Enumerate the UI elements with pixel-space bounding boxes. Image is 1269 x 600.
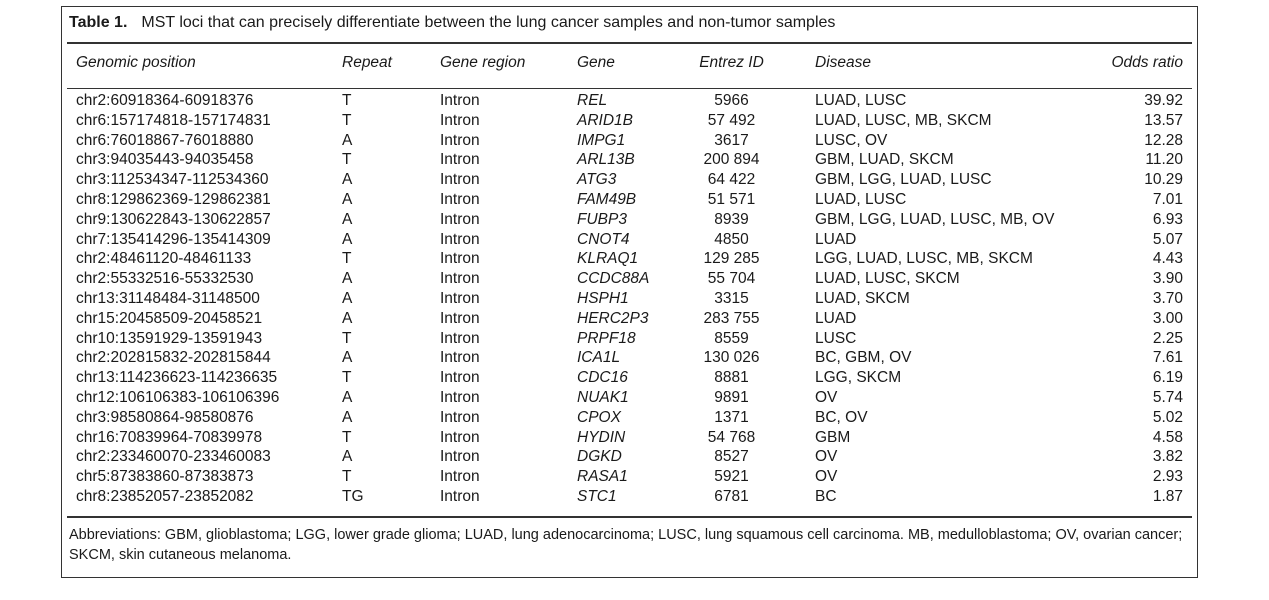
cell-gene-region: Intron [440,487,480,505]
table-row [62,368,1197,388]
cell-repeat: T [342,369,352,387]
table-row [62,230,1197,250]
cell-genomic-position: chr2:55332516-55332530 [76,270,254,288]
abbreviations-footnote: Abbreviations: GBM, glioblastoma; LGG, lower grade glioma; LUAD, lung adenocarcinoma; LUSC, lung squamous cell carcinoma. MB, medulloblastoma; OV, ovarian cancer; SKCM, skin cutaneous melanoma. [69,527,1183,563]
table-caption [69,14,835,32]
cell-entrez-id: 8939 [714,210,749,228]
cell-gene: ATG3 [577,171,617,189]
cell-entrez-id: 1371 [714,408,749,426]
cell-odds-ratio: 5.74 [1152,388,1183,406]
cell-entrez-id: 8881 [714,369,749,387]
header-odds-ratio: Odds ratio [1111,54,1183,71]
table-title: MST loci that can precisely differentiate between the lung cancer samples and non-tumor samples [141,14,836,31]
cell-repeat: A [342,289,353,307]
top-rule [67,42,1192,44]
cell-entrez-id: 200 894 [703,151,760,169]
cell-genomic-position: chr16:70839964-70839978 [76,428,263,446]
cell-odds-ratio: 1.87 [1152,487,1183,505]
cell-disease: BC, OV [815,408,868,426]
table-body [62,91,1197,507]
table-row [62,309,1197,329]
cell-gene: ARID1B [577,111,633,129]
table-row [62,487,1197,507]
table-frame [61,6,1198,578]
cell-disease: LUAD, LUSC [815,190,907,208]
cell-entrez-id: 3617 [714,131,749,149]
cell-gene-region: Intron [440,92,480,109]
cell-odds-ratio: 2.25 [1152,329,1183,347]
cell-gene: DGKD [577,448,622,466]
cell-gene: NUAK1 [577,388,629,406]
table-row [62,408,1197,428]
cell-repeat: A [342,270,353,288]
cell-genomic-position: chr2:202815832-202815844 [76,349,271,367]
cell-gene: KLRAQ1 [577,250,639,268]
cell-disease: OV [815,448,838,466]
cell-gene: STC1 [577,487,617,505]
cell-gene-region: Intron [440,151,480,169]
cell-entrez-id: 129 285 [703,250,760,268]
cell-entrez-id: 51 571 [707,190,756,208]
table-row [62,348,1197,368]
cell-genomic-position: chr13:114236623-114236635 [76,369,278,387]
bottom-rule [67,516,1192,518]
cell-entrez-id: 9891 [714,388,749,406]
cell-gene-region: Intron [440,171,480,189]
cell-repeat: T [342,250,352,268]
cell-repeat: T [342,428,352,446]
header-rule [67,88,1192,89]
header-gene-region: Gene region [440,54,526,71]
cell-disease: GBM [815,428,851,446]
table-row [62,388,1197,408]
table-row [62,428,1197,448]
cell-disease: OV [815,388,838,406]
cell-repeat: T [342,329,352,347]
table-header [62,54,1197,76]
cell-repeat: A [342,230,353,248]
header-repeat: Repeat [342,54,392,71]
cell-gene-region: Intron [440,369,480,387]
table-row [62,190,1197,210]
cell-disease: LUAD [815,309,857,327]
cell-odds-ratio: 7.01 [1152,190,1183,208]
table-row [62,111,1197,131]
cell-gene: ARL13B [577,151,635,169]
cell-gene: CPOX [577,408,621,426]
cell-disease: GBM, LGG, LUAD, LUSC [815,171,992,189]
cell-genomic-position: chr6:76018867-76018880 [76,131,254,149]
cell-gene: CNOT4 [577,230,630,248]
cell-genomic-position: chr5:87383860-87383873 [76,468,254,486]
cell-entrez-id: 54 768 [707,428,756,446]
table-row [62,210,1197,230]
cell-genomic-position: chr9:130622843-130622857 [76,210,271,228]
cell-gene-region: Intron [440,111,480,129]
cell-gene: REL [577,92,608,109]
cell-disease: LUAD, LUSC [815,92,907,109]
cell-odds-ratio: 39.92 [1144,92,1183,109]
cell-entrez-id: 8527 [714,448,749,466]
table-row [62,269,1197,289]
cell-disease: GBM, LGG, LUAD, LUSC, MB, OV [815,210,1055,228]
cell-entrez-id: 6781 [714,487,749,505]
cell-entrez-id: 55 704 [707,270,756,288]
cell-disease: LGG, SKCM [815,369,902,387]
cell-gene-region: Intron [440,131,480,149]
cell-disease: GBM, LUAD, SKCM [815,151,954,169]
cell-repeat: A [342,171,353,189]
cell-odds-ratio: 4.43 [1152,250,1183,268]
cell-gene: ICA1L [577,349,621,367]
cell-gene: PRPF18 [577,329,636,347]
table-row [62,447,1197,467]
cell-entrez-id: 4850 [714,230,749,248]
table-label: Table 1. [69,14,128,31]
cell-odds-ratio: 13.57 [1144,111,1183,129]
cell-gene-region: Intron [440,448,480,466]
cell-repeat: TG [342,487,364,505]
cell-genomic-position: chr2:48461120-48461133 [76,250,252,268]
header-gene: Gene [577,54,615,71]
cell-odds-ratio: 12.28 [1144,131,1183,149]
cell-gene: CCDC88A [577,270,650,288]
table-row [62,91,1197,111]
cell-gene-region: Intron [440,289,480,307]
cell-odds-ratio: 3.82 [1152,448,1183,466]
cell-repeat: A [342,309,353,327]
cell-gene: CDC16 [577,369,628,387]
cell-genomic-position: chr13:31148484-31148500 [76,289,260,307]
cell-genomic-position: chr10:13591929-13591943 [76,329,263,347]
cell-repeat: A [342,190,353,208]
cell-entrez-id: 283 755 [703,309,760,327]
cell-gene-region: Intron [440,428,480,446]
cell-gene-region: Intron [440,388,480,406]
cell-repeat: T [342,151,352,169]
cell-gene-region: Intron [440,468,480,486]
cell-genomic-position: chr3:94035443-94035458 [76,151,254,169]
table-row [62,467,1197,487]
header-genomic-position: Genomic position [76,54,196,71]
cell-entrez-id: 5966 [714,92,749,109]
cell-odds-ratio: 4.58 [1152,428,1183,446]
cell-repeat: A [342,388,353,406]
table-row [62,131,1197,151]
cell-disease: OV [815,468,838,486]
cell-gene-region: Intron [440,230,480,248]
cell-gene-region: Intron [440,329,480,347]
cell-odds-ratio: 7.61 [1152,349,1183,367]
cell-repeat: A [342,349,353,367]
cell-entrez-id: 64 422 [707,171,756,189]
table-row [62,170,1197,190]
cell-genomic-position: chr2:233460070-233460083 [76,448,271,466]
table-row [62,289,1197,309]
cell-genomic-position: chr8:129862369-129862381 [76,190,271,208]
cell-odds-ratio: 5.02 [1152,408,1183,426]
cell-odds-ratio: 10.29 [1144,171,1183,189]
cell-gene: FUBP3 [577,210,627,228]
cell-repeat: T [342,468,352,486]
cell-gene: RASA1 [577,468,628,486]
cell-gene-region: Intron [440,309,480,327]
cell-genomic-position: chr8:23852057-23852082 [76,487,254,505]
cell-genomic-position: chr6:157174818-157174831 [76,111,271,129]
cell-repeat: A [342,131,353,149]
cell-entrez-id: 130 026 [703,349,760,367]
cell-gene-region: Intron [440,270,480,288]
cell-gene-region: Intron [440,408,480,426]
cell-odds-ratio: 3.90 [1152,270,1183,288]
cell-entrez-id: 8559 [714,329,749,347]
cell-disease: LUAD, LUSC, SKCM [815,270,960,288]
cell-gene: HYDIN [577,428,626,446]
cell-genomic-position: chr3:112534347-112534360 [76,171,269,189]
cell-disease: LUAD, SKCM [815,289,910,307]
cell-repeat: T [342,92,352,109]
cell-repeat: A [342,448,353,466]
cell-entrez-id: 57 492 [707,111,756,129]
table-row [62,329,1197,349]
cell-disease: LUAD, LUSC, MB, SKCM [815,111,992,129]
cell-genomic-position: chr12:106106383-106106396 [76,388,280,406]
cell-gene: IMPG1 [577,131,626,149]
cell-repeat: T [342,111,352,129]
cell-gene: HSPH1 [577,289,629,307]
cell-odds-ratio: 5.07 [1152,230,1183,248]
cell-disease: LUSC, OV [815,131,888,149]
cell-repeat: A [342,408,353,426]
cell-disease: LUAD [815,230,857,248]
cell-entrez-id: 3315 [714,289,749,307]
cell-odds-ratio: 11.20 [1145,151,1183,169]
header-entrez-id: Entrez ID [699,54,764,71]
cell-odds-ratio: 3.00 [1152,309,1183,327]
cell-gene-region: Intron [440,210,480,228]
cell-disease: LUSC [815,329,857,347]
cell-disease: BC, GBM, OV [815,349,912,367]
cell-gene: FAM49B [577,190,637,208]
cell-odds-ratio: 6.19 [1152,369,1183,387]
cell-genomic-position: chr2:60918364-60918376 [76,92,254,109]
cell-gene-region: Intron [440,349,480,367]
cell-gene: HERC2P3 [577,309,649,327]
cell-gene-region: Intron [440,190,480,208]
cell-genomic-position: chr7:135414296-135414309 [76,230,271,248]
header-disease: Disease [815,54,871,71]
cell-entrez-id: 5921 [714,468,749,486]
cell-disease: LGG, LUAD, LUSC, MB, SKCM [815,250,1033,268]
cell-odds-ratio: 6.93 [1152,210,1183,228]
cell-odds-ratio: 3.70 [1152,289,1183,307]
cell-genomic-position: chr15:20458509-20458521 [76,309,263,327]
cell-gene-region: Intron [440,250,480,268]
cell-repeat: A [342,210,353,228]
table-row [62,150,1197,170]
table-row [62,249,1197,269]
cell-disease: BC [815,487,837,505]
cell-genomic-position: chr3:98580864-98580876 [76,408,254,426]
cell-odds-ratio: 2.93 [1152,468,1183,486]
